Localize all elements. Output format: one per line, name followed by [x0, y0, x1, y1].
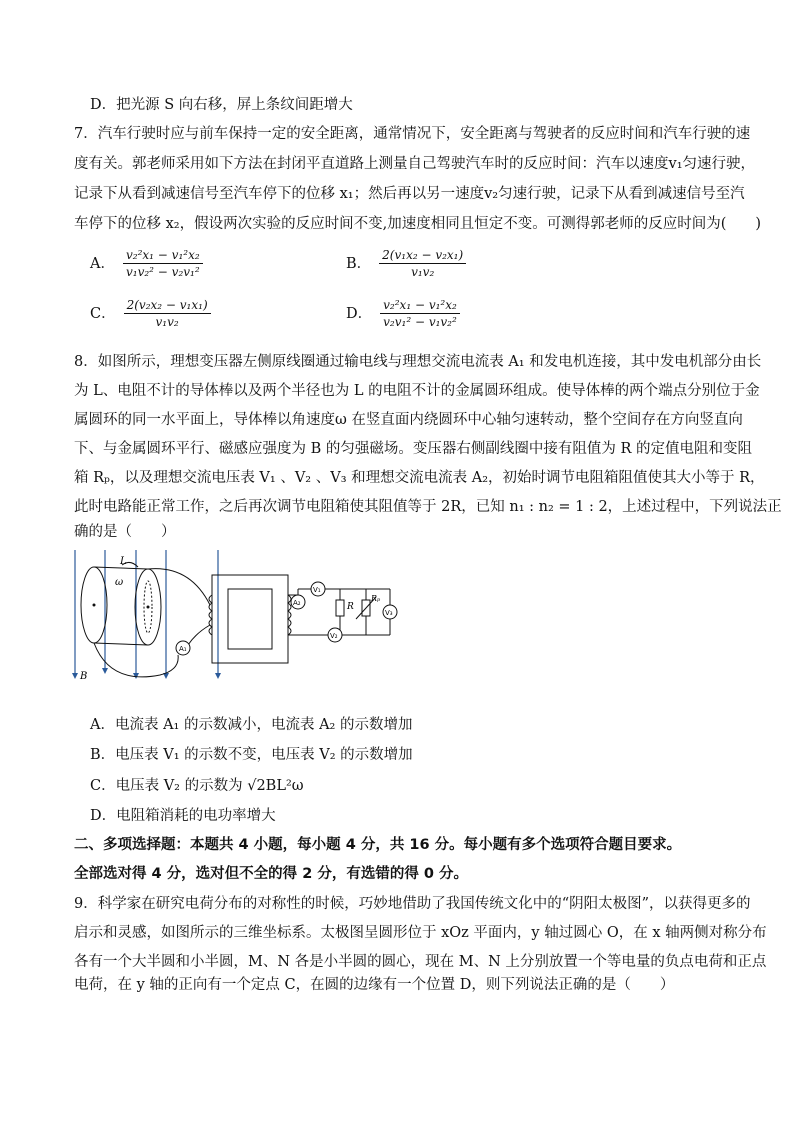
q7-line-3: 记录下从看到减速信号至汽车停下的位移 x₁；然后再以另一速度v₂匀速行驶，记录下从看到减速信号至汽: [74, 186, 745, 202]
q7-line-1: 7．汽车行驶时应与前车保持一定的安全距离，通常情况下，安全距离与驾驶者的反应时间和汽车行驶的速: [74, 126, 751, 142]
fraction-numerator: v₂²x₁ − v₁²x₂: [380, 298, 460, 314]
label-v3: V₃: [385, 609, 393, 617]
transmission-wires: [94, 569, 210, 677]
fraction: [379, 248, 466, 279]
q9-line-2: 启示和灵感，如图所示的三维坐标系。太极图呈圆形位于 xOz 平面内，y 轴过圆心 O，在 x 轴两侧对称分布: [74, 925, 767, 941]
ring-center-dot: [147, 606, 150, 609]
q8-line-6: 此时电路能正常工作，之后再次调节电阻箱使其阻值等于 2R，已知 n₁ : n₂ = 1 : 2，上述过程中，下列说法正: [74, 499, 782, 515]
label-l: L: [120, 556, 127, 567]
q7-option-d[interactable]: [346, 298, 460, 329]
label-a2: A₂: [293, 599, 301, 607]
label-rp: Rₚ: [371, 594, 381, 603]
q8-line-5: 箱 Rₚ，以及理想交流电压表 V₁ 、V₂ 、V₃ 和理想交流电流表 A₂，初始时调节电阻箱阻值使其大小等于 R，: [74, 470, 765, 486]
q8-circuit-figure: [70, 545, 400, 695]
section2-heading-line-2: 全部选对得 4 分，选对但不全的得 2 分，有选错的得 0 分。: [74, 866, 469, 882]
label-b: B: [80, 671, 88, 682]
q8-line-2: 为 L、电阻不计的导体棒以及两个半径也为 L 的电阻不计的金属圆环组成。使导体棒的两个端点分别位于金: [74, 383, 760, 399]
fraction: [123, 248, 203, 279]
fraction-denominator: v₁v₂² − v₂v₁²: [125, 265, 200, 279]
q6-option-d: D．把光源 S 向右移，屏上条纹间距增大: [90, 97, 353, 113]
label-v1: V₁: [313, 586, 321, 594]
resistor-r: [336, 600, 344, 616]
q7-option-a[interactable]: [90, 248, 203, 279]
fraction: [380, 298, 460, 329]
q8-line-3: 属圆环的同一水平面上，导体棒以角速度ω 在竖直面内绕圆环中心轴匀速转动，整个空间存在方向竖直向: [74, 412, 743, 428]
label-omega: ω: [115, 577, 124, 588]
q8-option-a[interactable]: A．电流表 A₁ 的示数减小，电流表 A₂ 的示数增加: [90, 717, 413, 733]
label-a1: A₁: [179, 645, 187, 653]
fraction-denominator: v₁v₂: [155, 315, 179, 329]
transformer: [209, 575, 291, 663]
fraction-numerator: 2(v₁x₂ − v₂x₁): [379, 248, 466, 264]
q9-line-4: 电荷，在 y 轴的正向有一个定点 C，在圆的边缘有一个位置 D，则下列说法正确的是（ ）: [74, 977, 675, 993]
fraction-denominator: v₂v₁² − v₁v₂²: [383, 315, 457, 329]
fraction-numerator: v₂²x₁ − v₁²x₂: [123, 248, 203, 264]
q9-line-3: 各有一个大半圆和小半圆，M、N 各是小半圆的圆心，现在 M、N 上分别放置一个等电量的负点电荷和正点: [74, 954, 767, 970]
q7-option-c[interactable]: [90, 298, 211, 329]
q9-line-1: 9．科学家在研究电荷分布的对称性的时候，巧妙地借助了我国传统文化中的“阴阳太极图”，以获得更多的: [74, 896, 751, 912]
ring-center-dot: [93, 604, 96, 607]
label-r: R: [347, 602, 354, 612]
q7-line-4: 车停下的位移 x₂，假设两次实验的反应时间不变,加速度相同且恒定不变。可测得郭老师的反应时间为( ): [74, 216, 762, 232]
fraction-numerator: 2(v₂x₂ − v₁x₁): [124, 298, 211, 314]
option-label: A．: [90, 255, 115, 272]
section2-heading-line-1: 二、多项选择题：本题共 4 小题，每小题 4 分，共 16 分。每小题有多个选项符合题目要求。: [74, 837, 682, 853]
q8-option-b[interactable]: B．电压表 V₁ 的示数不变，电压表 V₂ 的示数增加: [90, 747, 413, 763]
option-label: D．: [346, 305, 373, 322]
fraction: [124, 298, 211, 329]
option-label: C．: [90, 305, 116, 322]
field-arrowheads: [72, 668, 221, 679]
label-v2: V₂: [330, 632, 338, 640]
q7-option-b[interactable]: [346, 248, 466, 279]
q8-line-7: 确的是（ ）: [74, 524, 176, 540]
q8-option-c[interactable]: C．电压表 V₂ 的示数为 √2BL²ω: [90, 778, 304, 794]
q8-option-d[interactable]: D．电阻箱消耗的电功率增大: [90, 808, 276, 824]
metal-rings: [81, 562, 161, 645]
q7-line-2: 度有关。郭老师采用如下方法在封闭平直道路上测量自己驾驶汽车时的反应时间：汽车以速度v₁匀速行驶，: [74, 156, 756, 172]
q8-line-4: 下、与金属圆环平行、磁感应强度为 B 的匀强磁场。变压器右侧副线圈中接有阻值为 R 的定值电阻和变阻: [74, 441, 753, 457]
fraction-denominator: v₁v₂: [411, 265, 435, 279]
option-label: B．: [346, 255, 372, 272]
q8-line-1: 8．如图所示，理想变压器左侧原线圈通过输电线与理想交流电流表 A₁ 和发电机连接，其中发电机部分由长: [74, 354, 762, 370]
